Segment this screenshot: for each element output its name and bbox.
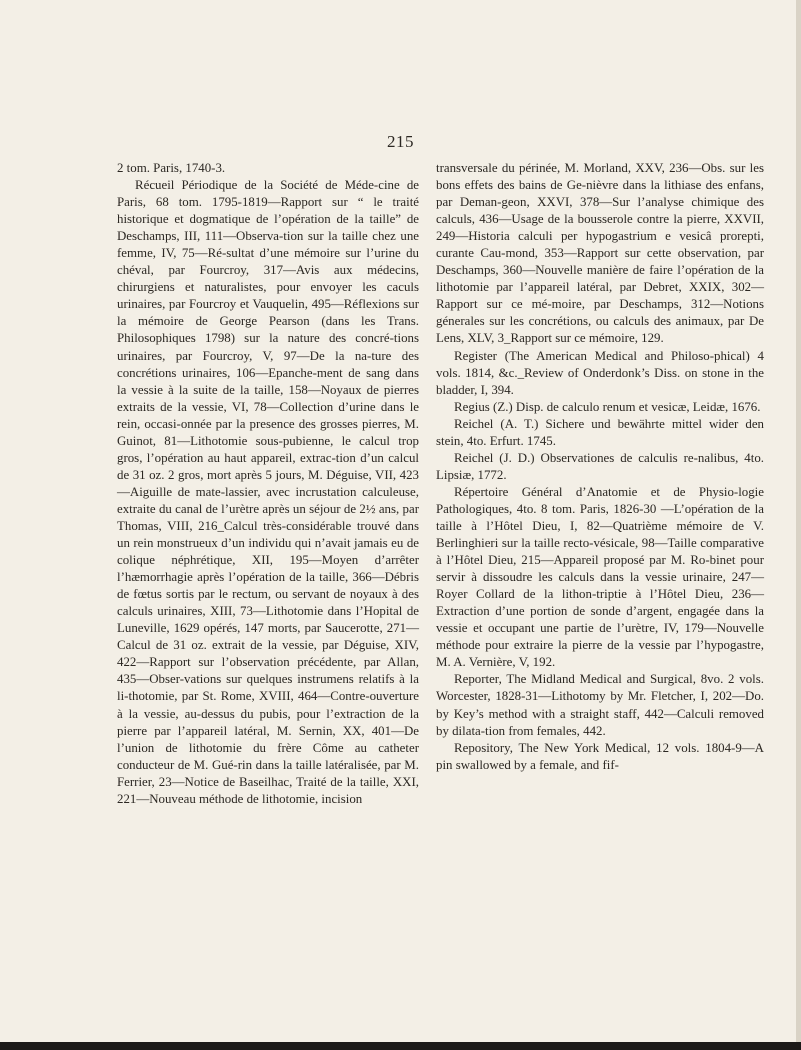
page-number: 215 bbox=[387, 132, 414, 151]
page-edge bbox=[796, 0, 801, 1042]
left-entry-2: Récueil Périodique de la Société de Méde-cine de Paris, 68 tom. 1795-1819—Rapport sur “ le traité historique et dogmatique de l’opération de la taille” de Deschamps, III, 111—Observa-tion sur la taille chez une femme, IV, 75—Ré-sultat d’une mémoire sur l’urine du chéval, par Fourcroy, 317—Avis aux médecins, chirurgiens et naturalistes, pour envoyer les caculs urinaires, par Fourcroy et Vauquelin, 495—Réflexions sur la mémoire de George Pearson (dans les Trans. Philosophiques 1798) sur la nature des concré-tions urinaires, par Fourcroy, V, 97—De la na-ture des concrétions urinaires, 106—Epanche-ment de sang dans la vessie à la suite de la taille, 158—Noyaux de pierres extraits de la vessie, VI, 78—Collection d’urine dans le rein, occasi-onnée par la presence des grosses pierres, M. Guinot, 81—Lithotomie sous-pubienne, le calcul trop gros, l’opération au haut appareil, extrac-tion d’un calcul de 31 oz. 2 gros, mort après 5 jours, M. Déguise, VII, 423—Aiguille de mate-lassier, avec incrustation calculeuse, extraite du canal de l’urètre après un séjour de 2½ ans, par Thomas, VIII, 216_Calcul très-considérable trouvé dans un rein monstrueux d’un individu qui n’avait jamais eu de colique néphrétique, XII, 195—Moyen d’arrêter l’hæmorrhagie après l’opération de la taille, 366—Débris de fœtus sortis par le rectum, ou servant de noyaux à des calculs urinaires, XIII, 73—Lithotomie dans l’Hopital de Luneville, 1629 opérés, 147 morts, par Saucerotte, 271—Calcul de 31 oz. extrait de la vessie, par Déguise, XIV, 422—Rapport sur l’observation précédente, par Allan, 435—Obser-vations sur quelques instrumens relatifs à la li-thotomie, par St. Rome, XVIII, 464—Contre-ouverture à la vessie, au-dessus du pubis, pour l’extraction de la pierre par l’appareil latéral, M. Sernin, XX, 401—De l’union de lithotomie du frère Côme au catheter conducteur de M. Gué-rin dans la taille latéralisée, par M. Ferrier, 23—Notice de Baseilhac, Traité de la taille, XXI, 221—Nouveau méthode de lithotomie, incision bbox=[117, 178, 419, 806]
right-entry-4: Reichel (A. T.) Sichere und bewährte mittel wider den stein, 4to. Erfurt. 1745. bbox=[436, 416, 764, 448]
right-entry-6: Répertoire Général d’Anatomie et de Physio-logie Pathologiques, 4to. 8 tom. Paris, 1826-30 —L’opération de la taille à l’Hôtel Dieu, I, 82—Quatrième mémoire de V. Berlinghieri sur la taille recto-vésicale, 98—Taille comparative à l’Hôtel Dieu, 215—Appareil proposé par M. Ro-binet pour servir à dissoudre les calculs dans la vessie urinaire, 247—Royer Collard de la lithon-triptie à l’Hôtel Dieu, 236—Extraction d’une portion de sonde d’argent, engagée dans la vessie et occupant une partie de l’urètre, IV, 179—Nouvelle méthode pour extraire la pierre de la vessie par l’hypogastre, M. A. Vernière, V, 192. bbox=[436, 484, 764, 670]
right-entry-1: transversale du périnée, M. Morland, XXV, 236—Obs. sur les bons effets des bains de Ge-nièvre dans la lithiase des enfans, par Deman-geon, XXVI, 378—Sur l’analyse chimique des calculs, 436—Usage de la bousserole contre la pierre, XXVII, 249—Historia calculi per hypogastrium e vesicâ prorepti, curante Cau-mond, 353—Rapport sur cette observation, par Deschamps, 360—Nouvelle manière de faire l’opération de la lithotomie par l’appareil latéral, par Debret, XXIX, 302—Rapport sur ce mé-moire, par Deschamps, 312—Notions génerales sur les concrétions, ou calculs des animaux, par De Lens, XLV, 3_Rapport sur ce mémoire, 129. bbox=[436, 161, 764, 346]
right-entry-8: Repository, The New York Medical, 12 vols. 1804-9—A pin swallowed by a female, and fif- bbox=[436, 740, 764, 772]
right-entry-3: Regius (Z.) Disp. de calculo renum et vesicæ, Leidæ, 1676. bbox=[454, 399, 761, 414]
right-column bbox=[436, 160, 764, 774]
left-column bbox=[117, 160, 419, 808]
bottom-scan-border bbox=[0, 1042, 801, 1050]
right-entry-5: Reichel (J. D.) Observationes de calculis re-nalibus, 4to. Lipsiæ, 1772. bbox=[436, 450, 764, 482]
left-entry-1: 2 tom. Paris, 1740-3. bbox=[117, 161, 226, 175]
right-entry-2: Register (The American Medical and Philoso-phical) 4 vols. 1814, &c._Review of Onderdonk’s Diss. on stone in the bladder, I, 394. bbox=[436, 348, 764, 397]
right-entry-7: Reporter, The Midland Medical and Surgical, 8vo. 2 vols. Worcester, 1828-31—Lithotomy by Mr. Fletcher, I, 202—Do. by Key’s method with a straight staff, 442—Calculi removed by dilata-tion from females, 442. bbox=[436, 672, 764, 738]
